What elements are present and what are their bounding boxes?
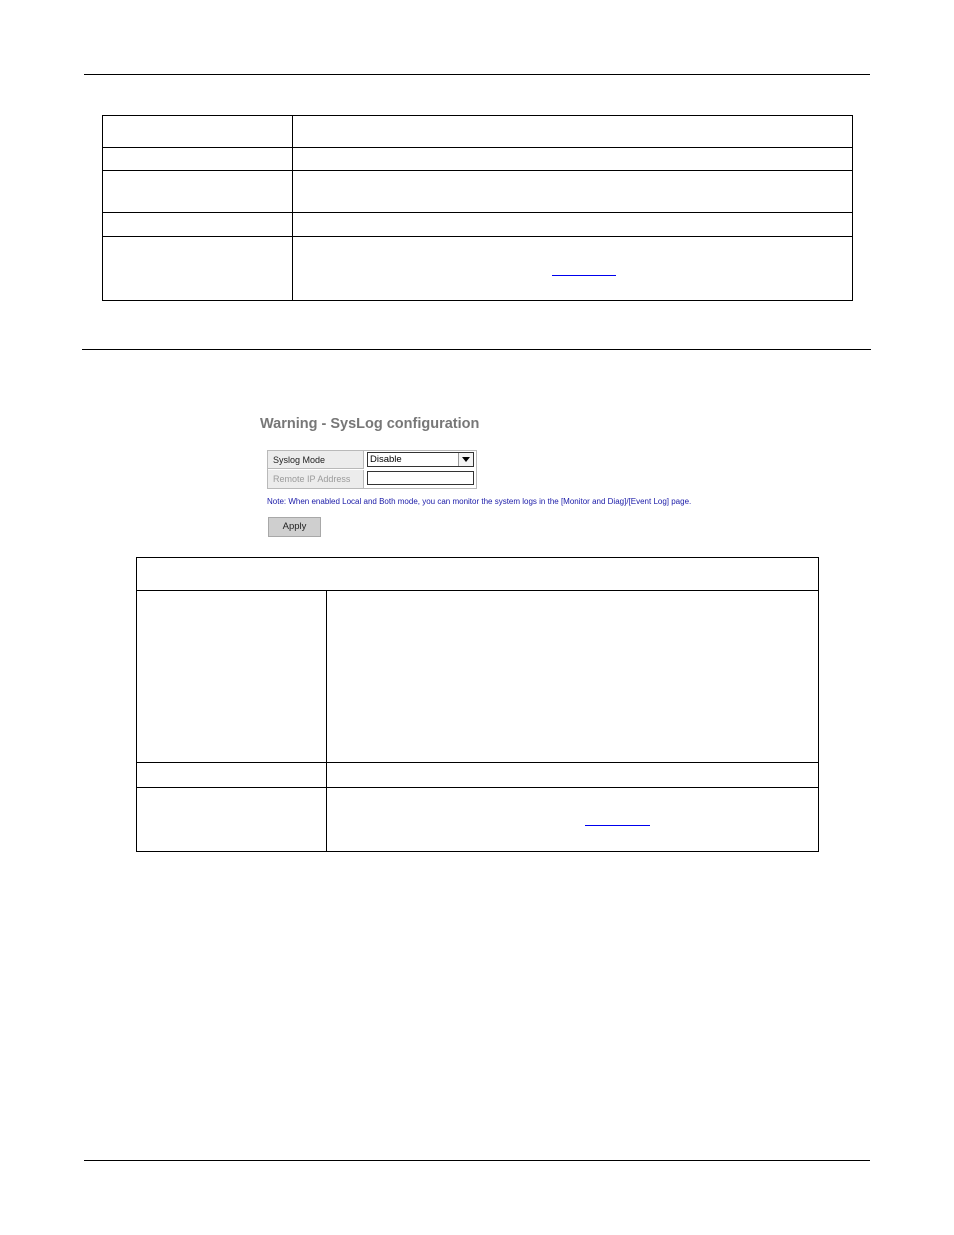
syslog-form (267, 450, 477, 489)
remote-ip-label: Remote IP Address (268, 470, 364, 488)
table-row (103, 116, 853, 148)
table-row (103, 213, 853, 237)
table-row (137, 788, 819, 852)
header-rule (84, 74, 870, 75)
chevron-down-icon[interactable] (458, 453, 473, 466)
table-row (137, 558, 819, 591)
link-underline[interactable] (585, 825, 650, 826)
link-underline[interactable] (552, 275, 616, 276)
bottom-table (136, 557, 819, 852)
remote-ip-input[interactable] (367, 471, 474, 485)
syslog-mode-value: Disable (370, 454, 402, 465)
table-row (103, 171, 853, 213)
footer-rule (84, 1160, 870, 1161)
section-rule (82, 349, 871, 350)
table-row (137, 591, 819, 763)
note-text: Note: When enabled Local and Both mode, you can monitor the system logs in the [Monitor and Diag]/[Event Log] page. (267, 497, 692, 506)
table-row (137, 763, 819, 788)
apply-button[interactable]: Apply (268, 517, 321, 537)
table-row (103, 237, 853, 301)
syslog-mode-label: Syslog Mode (268, 451, 364, 469)
panel-title: Warning - SysLog configuration (260, 416, 480, 432)
table-row (103, 148, 853, 171)
top-table (102, 115, 853, 301)
syslog-mode-select[interactable] (367, 452, 474, 467)
